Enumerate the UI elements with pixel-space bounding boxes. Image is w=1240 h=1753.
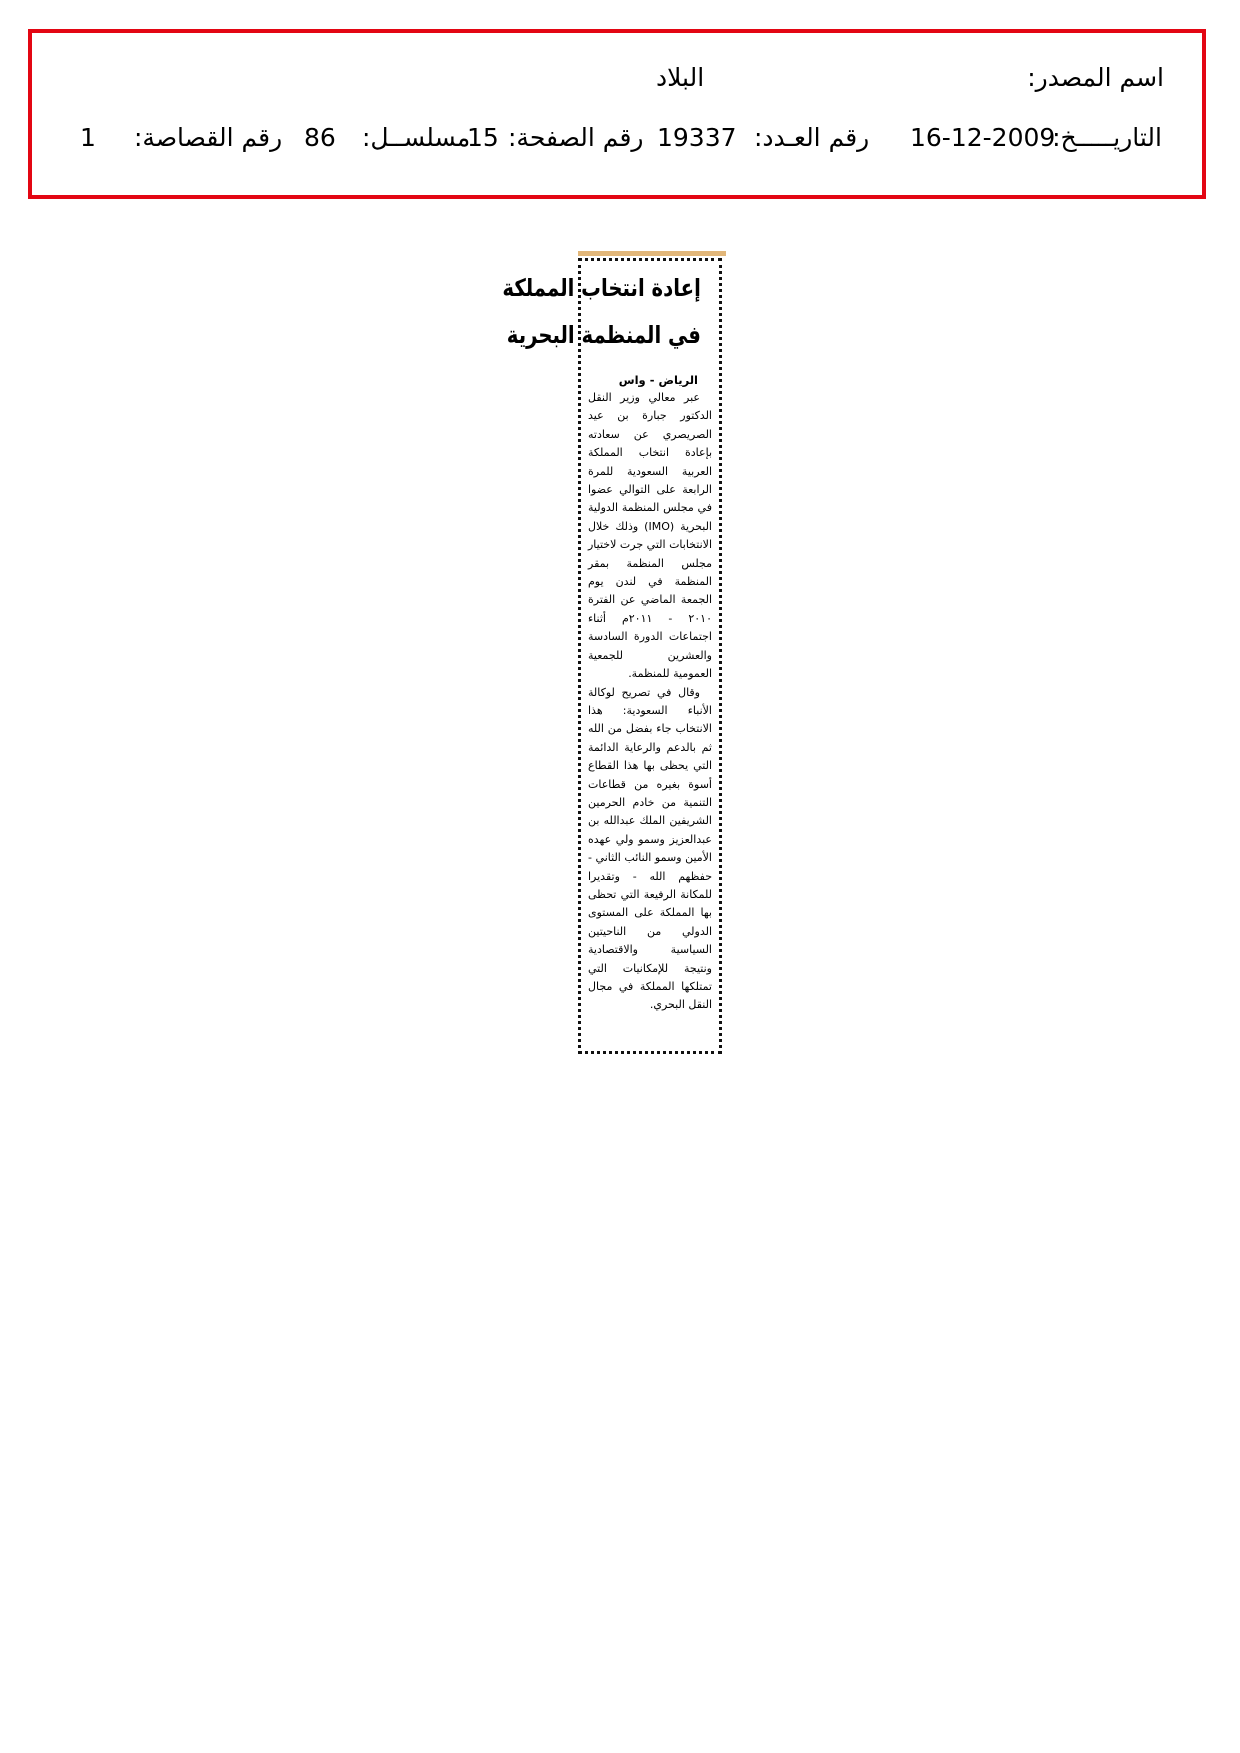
source-label: اسم المصدر: [1027,63,1164,92]
headline-line-2: في المنظمة البحرية [506,321,701,349]
source-value: البلاد [656,63,705,92]
article-paragraph-1: عبر معالي وزير النقل الدكتور جبارة بن عيد الصريصري عن سعادته بإعادة انتخاب المملكة العربية السعودية للمرة الرابعة على التوالي عضوا في مجلس المنظمة الدولية البحرية (IMO) وذلك خلال الانتخابات التي جرت لاختيار مجلس المنظمة بمقر المنظمة في لندن يوم الجمعة الماضي عن الفترة ٢٠١٠ - ٢٠١١م أثناء اجتماعات الدورة السادسة والعشرين للجمعية العمومية للمنظمة. [588,391,712,681]
clip-label: رقم القصاصة: [134,123,283,152]
article-paragraph-2: وقال في تصريح لوكالة الأنباء السعودية: هذا الانتخاب جاء بفضل من الله ثم بالدعم والرعاية الدائمة التي يحظى بها هذا القطاع أسوة بغيره من قطاعات التنمية من خادم الحرمين الشريفين الملك عبدالله بن عبدالعزيز وسمو ولي عهده الأمين وسمو النائب الثاني - حفظهم الله - وتقديرا للمكانة الرفيعة التي تحظى بها المملكة على المستوى الدولي من الناحيتين السياسية والاقتصادية ونتيجة للإمكانيات التي تمتلكها المملكة في مجال النقل البحري. [588,685,712,1012]
issue-value: 19337 [657,123,737,152]
date-value: 16-12-2009 [910,123,1056,152]
article-dateline: الرياض - واس [618,373,698,387]
source-info-box [28,29,1206,199]
serial-value: 86 [304,123,336,152]
article-clipping [502,258,722,1054]
serial-label: مسلســل: [362,123,471,152]
page-label: رقم الصفحة: [508,123,644,152]
page-value: 15 [467,123,499,152]
article-headline [502,265,701,359]
issue-label: رقم العـدد: [754,123,870,152]
date-label: التاريـــــخ: [1052,123,1162,152]
clipping-top-accent-bar [578,251,726,256]
article-body [588,389,712,1015]
headline-line-1: إعادة انتخاب المملكة [502,274,701,302]
clip-value: 1 [80,123,96,152]
